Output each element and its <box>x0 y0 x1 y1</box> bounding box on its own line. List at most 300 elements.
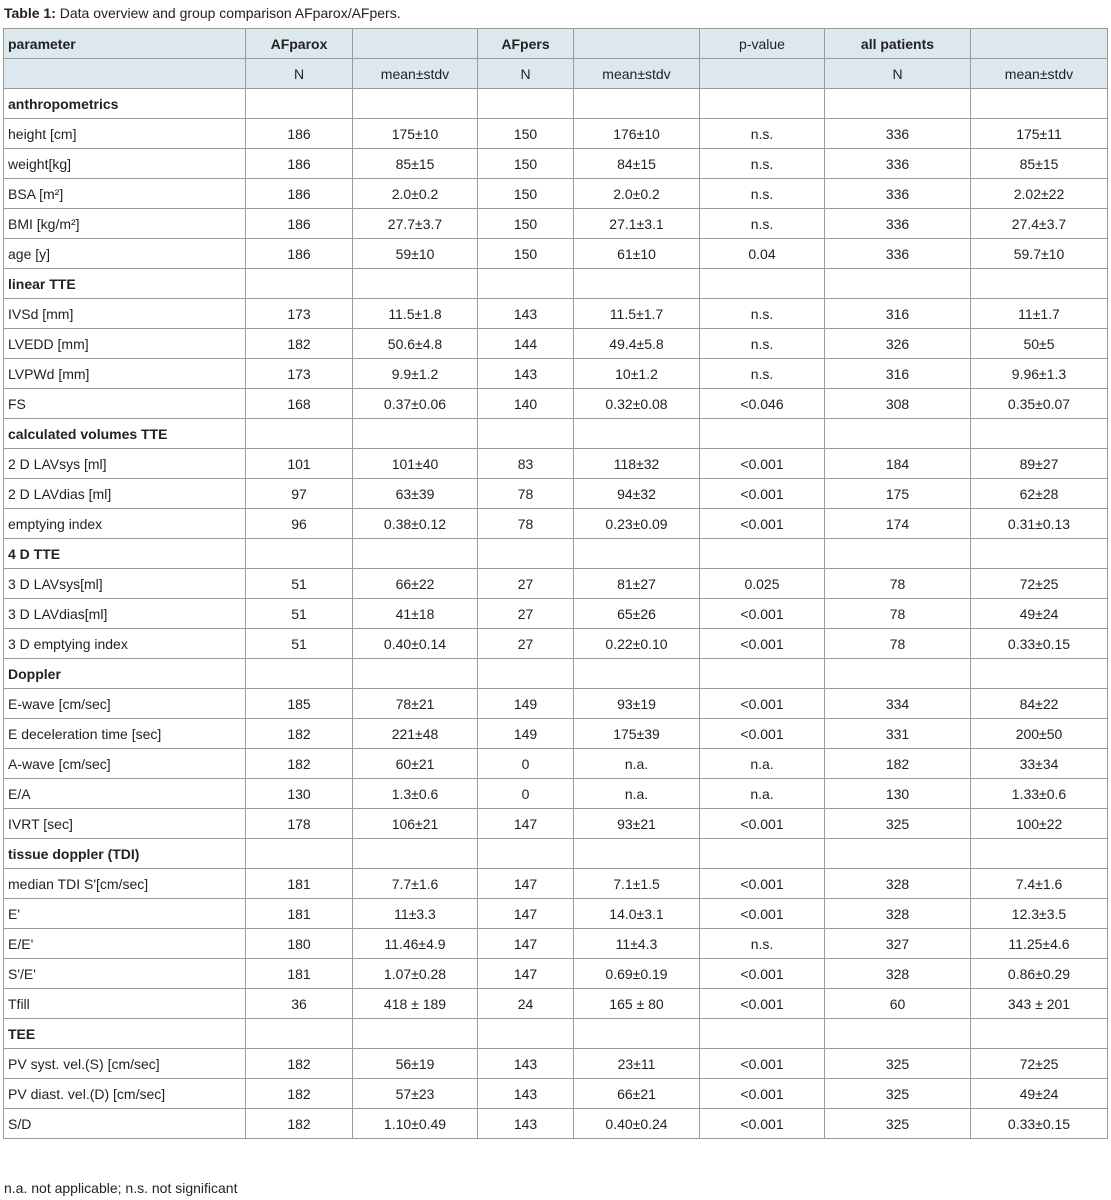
empty-cell <box>478 539 574 569</box>
value-cell: 178 <box>246 809 353 839</box>
parameter-cell: E/A <box>4 779 246 809</box>
value-cell: 23±11 <box>574 1049 700 1079</box>
value-cell: <0.001 <box>700 509 825 539</box>
value-cell: 175±11 <box>971 119 1108 149</box>
value-cell: 14.0±3.1 <box>574 899 700 929</box>
table-row <box>4 749 1108 779</box>
value-cell: 150 <box>478 209 574 239</box>
parameter-cell: median TDI S'[cm/sec] <box>4 869 246 899</box>
value-cell: 147 <box>478 959 574 989</box>
value-cell: 186 <box>246 119 353 149</box>
value-cell: 0 <box>478 749 574 779</box>
value-cell: <0.001 <box>700 1109 825 1139</box>
value-cell: 72±25 <box>971 569 1108 599</box>
table-row <box>4 1109 1108 1139</box>
value-cell: 1.07±0.28 <box>353 959 478 989</box>
value-cell: 60 <box>825 989 971 1019</box>
parameter-cell: 2 D LAVdias [ml] <box>4 479 246 509</box>
empty-cell <box>574 1019 700 1049</box>
empty-cell <box>353 89 478 119</box>
table-row <box>4 569 1108 599</box>
section-row <box>4 659 1108 689</box>
table-row <box>4 989 1108 1019</box>
section-heading: linear TTE <box>4 269 246 299</box>
value-cell: 325 <box>825 1049 971 1079</box>
value-cell: 0.025 <box>700 569 825 599</box>
value-cell: 56±19 <box>353 1049 478 1079</box>
empty-cell <box>825 89 971 119</box>
empty-cell <box>478 839 574 869</box>
value-cell: 24 <box>478 989 574 1019</box>
value-cell: 182 <box>246 1079 353 1109</box>
value-cell: 0.40±0.14 <box>353 629 478 659</box>
table-row <box>4 779 1108 809</box>
value-cell: 27 <box>478 599 574 629</box>
parameter-cell: BMI [kg/m²] <box>4 209 246 239</box>
header-cell: parameter <box>4 29 246 59</box>
parameter-cell: height [cm] <box>4 119 246 149</box>
value-cell: <0.001 <box>700 869 825 899</box>
value-cell: <0.001 <box>700 629 825 659</box>
value-cell: 84±15 <box>574 149 700 179</box>
parameter-cell: 3 D LAVsys[ml] <box>4 569 246 599</box>
empty-cell <box>700 539 825 569</box>
value-cell: <0.001 <box>700 689 825 719</box>
value-cell: <0.001 <box>700 899 825 929</box>
value-cell: 27.4±3.7 <box>971 209 1108 239</box>
value-cell: n.s. <box>700 209 825 239</box>
table-row <box>4 209 1108 239</box>
value-cell: 66±22 <box>353 569 478 599</box>
value-cell: 78 <box>825 569 971 599</box>
value-cell: 418 ± 189 <box>353 989 478 1019</box>
table-row <box>4 179 1108 209</box>
header-cell <box>971 29 1108 59</box>
header-cell: p-value <box>700 29 825 59</box>
value-cell: 51 <box>246 569 353 599</box>
value-cell: 27.7±3.7 <box>353 209 478 239</box>
value-cell: n.s. <box>700 359 825 389</box>
parameter-cell: IVSd [mm] <box>4 299 246 329</box>
value-cell: 150 <box>478 119 574 149</box>
empty-cell <box>574 419 700 449</box>
header-cell <box>353 29 478 59</box>
table-row <box>4 929 1108 959</box>
value-cell: 181 <box>246 899 353 929</box>
value-cell: 61±10 <box>574 239 700 269</box>
value-cell: <0.001 <box>700 719 825 749</box>
empty-cell <box>478 659 574 689</box>
empty-cell <box>246 89 353 119</box>
empty-cell <box>825 419 971 449</box>
value-cell: 143 <box>478 359 574 389</box>
table-row <box>4 299 1108 329</box>
empty-cell <box>246 839 353 869</box>
value-cell: 1.33±0.6 <box>971 779 1108 809</box>
value-cell: 0.23±0.09 <box>574 509 700 539</box>
value-cell: 165 ± 80 <box>574 989 700 1019</box>
value-cell: <0.001 <box>700 1049 825 1079</box>
empty-cell <box>825 1019 971 1049</box>
parameter-cell: E/E' <box>4 929 246 959</box>
value-cell: n.a. <box>700 749 825 779</box>
value-cell: 0.04 <box>700 239 825 269</box>
value-cell: 0.69±0.19 <box>574 959 700 989</box>
value-cell: 149 <box>478 689 574 719</box>
value-cell: 200±50 <box>971 719 1108 749</box>
value-cell: 100±22 <box>971 809 1108 839</box>
table-row <box>4 719 1108 749</box>
header-cell: AFpers <box>478 29 574 59</box>
parameter-cell: weight[kg] <box>4 149 246 179</box>
table-row <box>4 1079 1108 1109</box>
section-row <box>4 839 1108 869</box>
value-cell: 328 <box>825 959 971 989</box>
empty-cell <box>971 659 1108 689</box>
value-cell: 27 <box>478 569 574 599</box>
value-cell: 325 <box>825 1109 971 1139</box>
parameter-cell: FS <box>4 389 246 419</box>
value-cell: 11±3.3 <box>353 899 478 929</box>
value-cell: 84±22 <box>971 689 1108 719</box>
value-cell: 0.40±0.24 <box>574 1109 700 1139</box>
value-cell: 0.38±0.12 <box>353 509 478 539</box>
value-cell: 78 <box>478 479 574 509</box>
parameter-cell: E' <box>4 899 246 929</box>
value-cell: 316 <box>825 359 971 389</box>
value-cell: 184 <box>825 449 971 479</box>
value-cell: 60±21 <box>353 749 478 779</box>
empty-cell <box>700 419 825 449</box>
value-cell: 147 <box>478 809 574 839</box>
section-heading: TEE <box>4 1019 246 1049</box>
value-cell: 27 <box>478 629 574 659</box>
value-cell: 1.10±0.49 <box>353 1109 478 1139</box>
empty-cell <box>700 269 825 299</box>
table-row <box>4 449 1108 479</box>
empty-cell <box>246 1019 353 1049</box>
value-cell: 175 <box>825 479 971 509</box>
value-cell: 7.1±1.5 <box>574 869 700 899</box>
value-cell: n.a. <box>700 779 825 809</box>
value-cell: 143 <box>478 299 574 329</box>
empty-cell <box>353 269 478 299</box>
value-cell: 0.33±0.15 <box>971 1109 1108 1139</box>
value-cell: 147 <box>478 869 574 899</box>
value-cell: 9.96±1.3 <box>971 359 1108 389</box>
value-cell: 143 <box>478 1049 574 1079</box>
value-cell: 221±48 <box>353 719 478 749</box>
value-cell: 173 <box>246 299 353 329</box>
value-cell: 0.33±0.15 <box>971 629 1108 659</box>
table-row <box>4 629 1108 659</box>
value-cell: 181 <box>246 869 353 899</box>
value-cell: 78 <box>825 629 971 659</box>
value-cell: 336 <box>825 239 971 269</box>
value-cell: 308 <box>825 389 971 419</box>
value-cell: 328 <box>825 869 971 899</box>
empty-cell <box>825 839 971 869</box>
table-caption <box>4 5 401 21</box>
value-cell: 49±24 <box>971 599 1108 629</box>
value-cell: 11.46±4.9 <box>353 929 478 959</box>
value-cell: 11.5±1.8 <box>353 299 478 329</box>
value-cell: 143 <box>478 1109 574 1139</box>
value-cell: n.s. <box>700 329 825 359</box>
value-cell: n.s. <box>700 179 825 209</box>
value-cell: 101 <box>246 449 353 479</box>
value-cell: 316 <box>825 299 971 329</box>
value-cell: 59±10 <box>353 239 478 269</box>
value-cell: 85±15 <box>353 149 478 179</box>
header-cell: N <box>478 59 574 89</box>
parameter-cell: Tfill <box>4 989 246 1019</box>
value-cell: 334 <box>825 689 971 719</box>
value-cell: 101±40 <box>353 449 478 479</box>
value-cell: 185 <box>246 689 353 719</box>
value-cell: n.s. <box>700 119 825 149</box>
value-cell: 51 <box>246 599 353 629</box>
value-cell: <0.046 <box>700 389 825 419</box>
section-row <box>4 1019 1108 1049</box>
empty-cell <box>971 269 1108 299</box>
value-cell: n.s. <box>700 299 825 329</box>
value-cell: 106±21 <box>353 809 478 839</box>
table-footnote: n.a. not applicable; n.s. not significant <box>4 1180 238 1196</box>
table-row <box>4 119 1108 149</box>
value-cell: 0.31±0.13 <box>971 509 1108 539</box>
value-cell: 147 <box>478 899 574 929</box>
empty-cell <box>246 659 353 689</box>
value-cell: 336 <box>825 149 971 179</box>
parameter-cell: E-wave [cm/sec] <box>4 689 246 719</box>
table-row <box>4 599 1108 629</box>
value-cell: 181 <box>246 959 353 989</box>
value-cell: 81±27 <box>574 569 700 599</box>
value-cell: 89±27 <box>971 449 1108 479</box>
value-cell: 150 <box>478 179 574 209</box>
value-cell: 0 <box>478 779 574 809</box>
empty-cell <box>971 419 1108 449</box>
value-cell: 186 <box>246 209 353 239</box>
header-cell: mean±stdv <box>353 59 478 89</box>
empty-cell <box>574 839 700 869</box>
table-row <box>4 239 1108 269</box>
section-row <box>4 269 1108 299</box>
value-cell: 182 <box>246 749 353 779</box>
value-cell: 130 <box>825 779 971 809</box>
value-cell: 10±1.2 <box>574 359 700 389</box>
value-cell: 140 <box>478 389 574 419</box>
header-cell <box>700 59 825 89</box>
value-cell: 149 <box>478 719 574 749</box>
empty-cell <box>353 839 478 869</box>
table-row <box>4 149 1108 179</box>
value-cell: 0.32±0.08 <box>574 389 700 419</box>
value-cell: n.a. <box>574 749 700 779</box>
table-row <box>4 689 1108 719</box>
value-cell: 49±24 <box>971 1079 1108 1109</box>
section-heading: calculated volumes TTE <box>4 419 246 449</box>
empty-cell <box>574 659 700 689</box>
value-cell: 182 <box>246 1109 353 1139</box>
value-cell: 72±25 <box>971 1049 1108 1079</box>
value-cell: 325 <box>825 809 971 839</box>
value-cell: 11±1.7 <box>971 299 1108 329</box>
empty-cell <box>574 89 700 119</box>
parameter-cell: IVRT [sec] <box>4 809 246 839</box>
parameter-cell: E deceleration time [sec] <box>4 719 246 749</box>
header-cell <box>574 29 700 59</box>
value-cell: 118±32 <box>574 449 700 479</box>
value-cell: <0.001 <box>700 479 825 509</box>
value-cell: 343 ± 201 <box>971 989 1108 1019</box>
value-cell: 63±39 <box>353 479 478 509</box>
empty-cell <box>246 539 353 569</box>
header-cell: all patients <box>825 29 971 59</box>
header-cell: mean±stdv <box>971 59 1108 89</box>
empty-cell <box>478 269 574 299</box>
table-body <box>4 29 1108 1139</box>
value-cell: 147 <box>478 929 574 959</box>
value-cell: 96 <box>246 509 353 539</box>
header-cell: mean±stdv <box>574 59 700 89</box>
table-row <box>4 389 1108 419</box>
value-cell: 150 <box>478 239 574 269</box>
value-cell: n.s. <box>700 929 825 959</box>
parameter-cell: A-wave [cm/sec] <box>4 749 246 779</box>
value-cell: 11.5±1.7 <box>574 299 700 329</box>
value-cell: 97 <box>246 479 353 509</box>
empty-cell <box>246 419 353 449</box>
value-cell: 11±4.3 <box>574 929 700 959</box>
value-cell: 49.4±5.8 <box>574 329 700 359</box>
header-row-subcolumns <box>4 59 1108 89</box>
value-cell: 182 <box>246 1049 353 1079</box>
empty-cell <box>246 269 353 299</box>
empty-cell <box>825 539 971 569</box>
value-cell: <0.001 <box>700 989 825 1019</box>
value-cell: 173 <box>246 359 353 389</box>
section-row <box>4 89 1108 119</box>
table-row <box>4 479 1108 509</box>
table-row <box>4 869 1108 899</box>
empty-cell <box>971 539 1108 569</box>
value-cell: 7.4±1.6 <box>971 869 1108 899</box>
value-cell: 93±19 <box>574 689 700 719</box>
value-cell: 325 <box>825 1079 971 1109</box>
value-cell: 2.0±0.2 <box>574 179 700 209</box>
parameter-cell: S'/E' <box>4 959 246 989</box>
empty-cell <box>574 269 700 299</box>
value-cell: 51 <box>246 629 353 659</box>
parameter-cell: BSA [m²] <box>4 179 246 209</box>
value-cell: n.a. <box>574 779 700 809</box>
value-cell: 50.6±4.8 <box>353 329 478 359</box>
table-row <box>4 329 1108 359</box>
value-cell: 2.02±22 <box>971 179 1108 209</box>
value-cell: 2.0±0.2 <box>353 179 478 209</box>
value-cell: 0.37±0.06 <box>353 389 478 419</box>
value-cell: <0.001 <box>700 599 825 629</box>
empty-cell <box>700 839 825 869</box>
value-cell: 326 <box>825 329 971 359</box>
value-cell: 36 <box>246 989 353 1019</box>
value-cell: 168 <box>246 389 353 419</box>
value-cell: 182 <box>825 749 971 779</box>
value-cell: 50±5 <box>971 329 1108 359</box>
value-cell: 143 <box>478 1079 574 1109</box>
parameter-cell: 2 D LAVsys [ml] <box>4 449 246 479</box>
value-cell: 65±26 <box>574 599 700 629</box>
parameter-cell: age [y] <box>4 239 246 269</box>
empty-cell <box>574 539 700 569</box>
empty-cell <box>825 659 971 689</box>
table-row <box>4 809 1108 839</box>
value-cell: 182 <box>246 329 353 359</box>
value-cell: 336 <box>825 209 971 239</box>
table-caption-label: Table 1: <box>4 5 56 21</box>
table-row <box>4 509 1108 539</box>
value-cell: 336 <box>825 119 971 149</box>
parameter-cell: emptying index <box>4 509 246 539</box>
table-row <box>4 359 1108 389</box>
value-cell: n.s. <box>700 149 825 179</box>
value-cell: <0.001 <box>700 959 825 989</box>
value-cell: 78±21 <box>353 689 478 719</box>
empty-cell <box>353 539 478 569</box>
value-cell: 7.7±1.6 <box>353 869 478 899</box>
value-cell: 85±15 <box>971 149 1108 179</box>
header-cell: N <box>825 59 971 89</box>
value-cell: 186 <box>246 239 353 269</box>
empty-cell <box>353 1019 478 1049</box>
header-cell: N <box>246 59 353 89</box>
value-cell: 176±10 <box>574 119 700 149</box>
parameter-cell: PV diast. vel.(D) [cm/sec] <box>4 1079 246 1109</box>
value-cell: 144 <box>478 329 574 359</box>
empty-cell <box>478 89 574 119</box>
table-row <box>4 899 1108 929</box>
parameter-cell: 3 D emptying index <box>4 629 246 659</box>
value-cell: 41±18 <box>353 599 478 629</box>
value-cell: <0.001 <box>700 449 825 479</box>
value-cell: 1.3±0.6 <box>353 779 478 809</box>
parameter-cell: S/D <box>4 1109 246 1139</box>
value-cell: 57±23 <box>353 1079 478 1109</box>
table-row <box>4 1049 1108 1079</box>
value-cell: 174 <box>825 509 971 539</box>
value-cell: 83 <box>478 449 574 479</box>
value-cell: 12.3±3.5 <box>971 899 1108 929</box>
value-cell: 182 <box>246 719 353 749</box>
empty-cell <box>825 269 971 299</box>
parameter-cell: PV syst. vel.(S) [cm/sec] <box>4 1049 246 1079</box>
table-row <box>4 959 1108 989</box>
empty-cell <box>971 89 1108 119</box>
value-cell: 130 <box>246 779 353 809</box>
empty-cell <box>700 659 825 689</box>
value-cell: <0.001 <box>700 809 825 839</box>
value-cell: 327 <box>825 929 971 959</box>
value-cell: 180 <box>246 929 353 959</box>
value-cell: 175±39 <box>574 719 700 749</box>
parameter-cell: 3 D LAVdias[ml] <box>4 599 246 629</box>
section-heading: Doppler <box>4 659 246 689</box>
section-row <box>4 419 1108 449</box>
table-caption-text: Data overview and group comparison AFparox/AFpers. <box>55 5 401 21</box>
value-cell: 62±28 <box>971 479 1108 509</box>
